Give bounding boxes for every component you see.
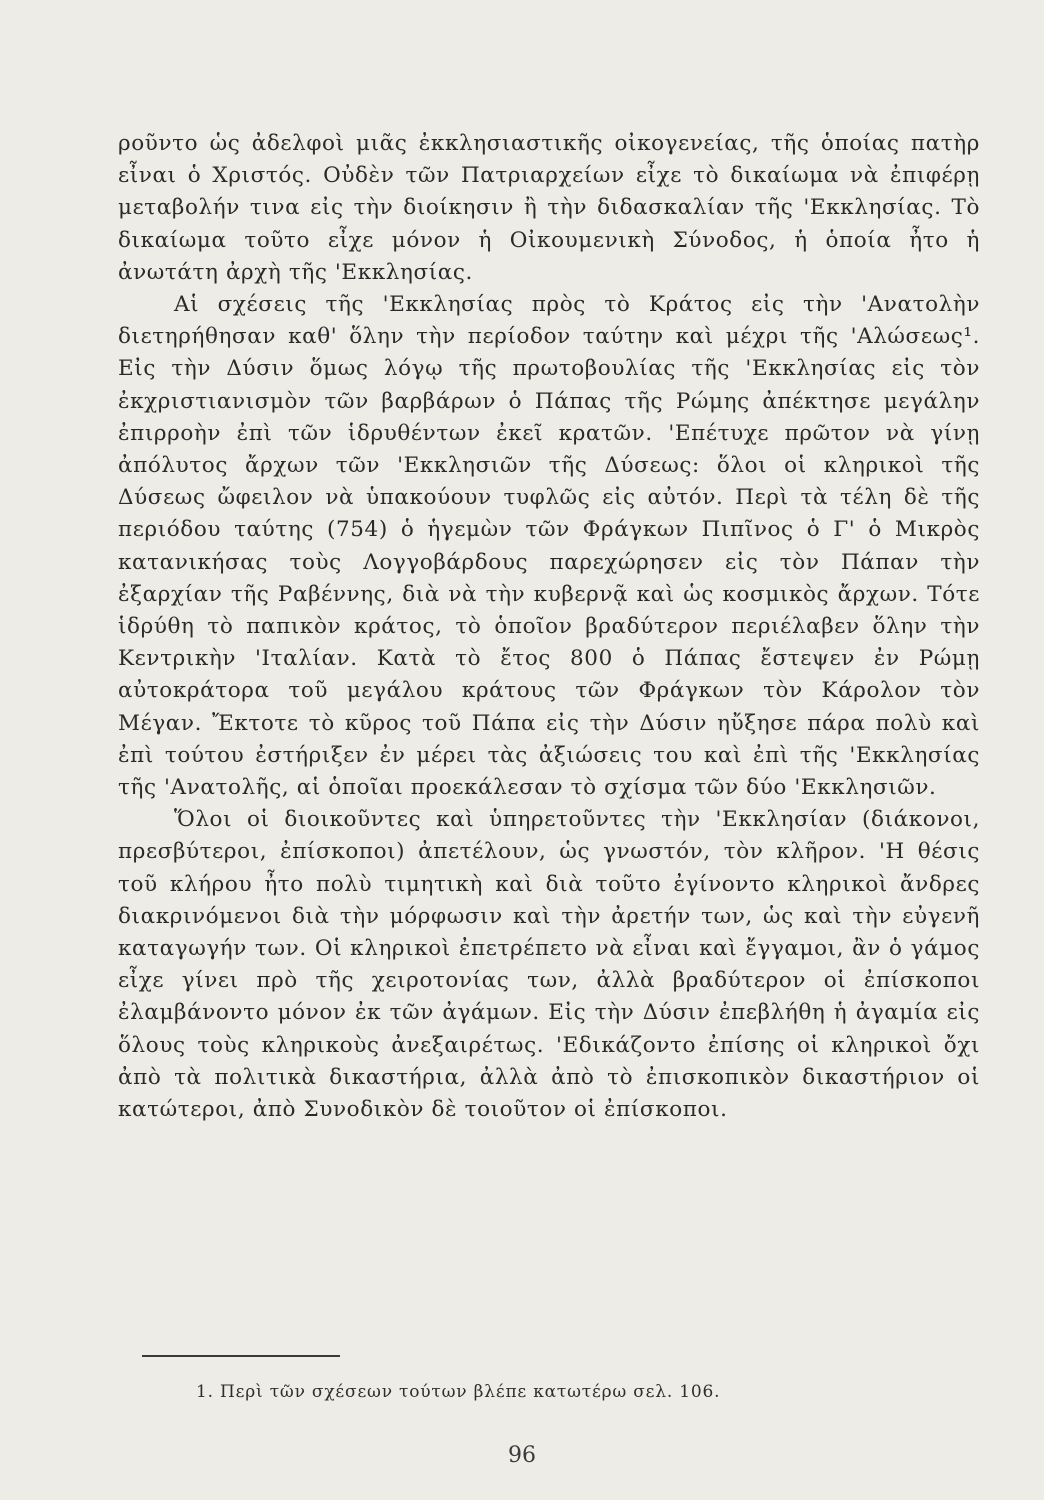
page-number: 96	[508, 1443, 536, 1468]
body-text	[118, 128, 980, 1126]
paragraph-church-state: Αἱ σχέσεις τῆς 'Εκκλησίας πρὸς τὸ Κράτος εἰς τὴν 'Ανατολὴν διετηρήθησαν καθ' ὅλην τὴν περίοδον ταύτην καὶ μέχρι τῆς 'Αλώσεως¹. Εἰς τὴν Δύσιν ὅμως λόγῳ τῆς πρωτοβουλίας τῆς 'Εκκλησίας εἰς τὸν ἐκχριστιανισμὸν τῶν βαρβάρων ὁ Πάπας τῆς Ρώμης ἀπέκτησε μεγάλην ἐπιρροὴν ἐπὶ τῶν ἱδρυθέντων ἐκεῖ κρατῶν. 'Επέτυχε πρῶτον νὰ γίνῃ ἀπόλυτος ἄρχων τῶν 'Εκκλησιῶν τῆς Δύσεως: ὅλοι οἱ κληρικοὶ τῆς Δύσεως ὤφειλον νὰ ὑπακούουν τυφλῶς εἰς αὐτόν. Περὶ τὰ τέλη δὲ τῆς περιόδου ταύτης (754) ὁ ἡγεμὼν τῶν Φράγκων Πιπῖνος ὁ Γ' ὁ Μικρὸς κατανικήσας τοὺς Λογγοβάρδους παρεχώρησεν εἰς τὸν Πάπαν τὴν ἐξαρχίαν τῆς Ραβέννης, διὰ νὰ τὴν κυβερνᾷ καὶ ὡς κοσμικὸς ἄρχων. Τότε ἱδρύθη τὸ παπικὸν κράτος, τὸ ὁποῖον βραδύτερον περιέλαβεν ὅλην τὴν Κεντρικὴν 'Ιταλίαν. Κατὰ τὸ ἔτος 800 ὁ Πάπας ἔστεψεν ἐν Ρώμῃ αὐτοκράτορα τοῦ μεγάλου κράτους τῶν Φράγκων τὸν Κάρολον τὸν Μέγαν. Ἔκτοτε τὸ κῦρος τοῦ Πάπα εἰς τὴν Δύσιν ηὔξησε πάρα πολὺ καὶ ἐπὶ τούτου ἐστήριξεν ἐν μέρει τὰς ἀξιώσεις του καὶ ἐπὶ τῆς 'Εκκλησίας τῆς 'Ανατολῆς, αἱ ὁποῖαι προεκάλεσαν τὸ σχίσμα τῶν δύο 'Εκκλησιῶν.	[118, 292, 980, 801]
footnote-divider	[142, 1355, 340, 1357]
footnote: 1. Περὶ τῶν σχέσεων τούτων βλέπε κατωτέρω σελ. 106.	[196, 1382, 721, 1402]
paragraph-continuation: ροῦντο ὡς ἀδελφοὶ μιᾶς ἐκκλησιαστικῆς οἰκογενείας, τῆς ὁποίας πατὴρ εἶναι ὁ Χριστός. Οὐδὲν τῶν Πατριαρχείων εἶχε τὸ δικαίωμα νὰ ἐπιφέρῃ μεταβολήν τινα εἰς τὴν διοίκησιν ἢ τὴν διδασκαλίαν τῆς 'Εκκλησίας. Τὸ δικαίωμα τοῦτο εἶχε μόνον ἡ Οἰκουμενικὴ Σύνοδος, ἡ ὁποία ἦτο ἡ ἀνωτάτη ἀρχὴ τῆς 'Εκκλησίας.	[118, 131, 980, 285]
paragraph-clergy: Ὅλοι οἱ διοικοῦντες καὶ ὑπηρετοῦντες τὴν 'Εκκλησίαν (διάκονοι, πρεσβύτεροι, ἐπίσκοποι) ἀπετέλουν, ὡς γνωστόν, τὸν κλῆρον. 'Η θέσις τοῦ κλήρου ἦτο πολὺ τιμητικὴ καὶ διὰ τοῦτο ἐγίνοντο κληρικοὶ ἄνδρες διακρινόμενοι διὰ τὴν μόρφωσιν καὶ τὴν ἀρετήν των, ὡς καὶ τὴν εὐγενῆ καταγωγήν των. Οἱ κληρικοὶ ἐπετρέπετο νὰ εἶναι καὶ ἔγγαμοι, ἂν ὁ γάμος εἶχε γίνει πρὸ τῆς χειροτονίας των, ἀλλὰ βραδύτερον οἱ ἐπίσκοποι ἐλαμβάνοντο μόνον ἐκ τῶν ἀγάμων. Εἰς τὴν Δύσιν ἐπεβλήθη ἡ ἀγαμία εἰς ὅλους τοὺς κληρικοὺς ἀνεξαιρέτως. 'Εδικάζοντο ἐπίσης οἱ κληρικοὶ ὄχι ἀπὸ τὰ πολιτικὰ δικαστήρια, ἀλλὰ ἀπὸ τὸ ἐπισκοπικὸν δικαστήριον οἱ κατώτεροι, ἀπὸ Συνοδικὸν δὲ τοιοῦτον οἱ ἐπίσκοποι.	[118, 807, 980, 1123]
